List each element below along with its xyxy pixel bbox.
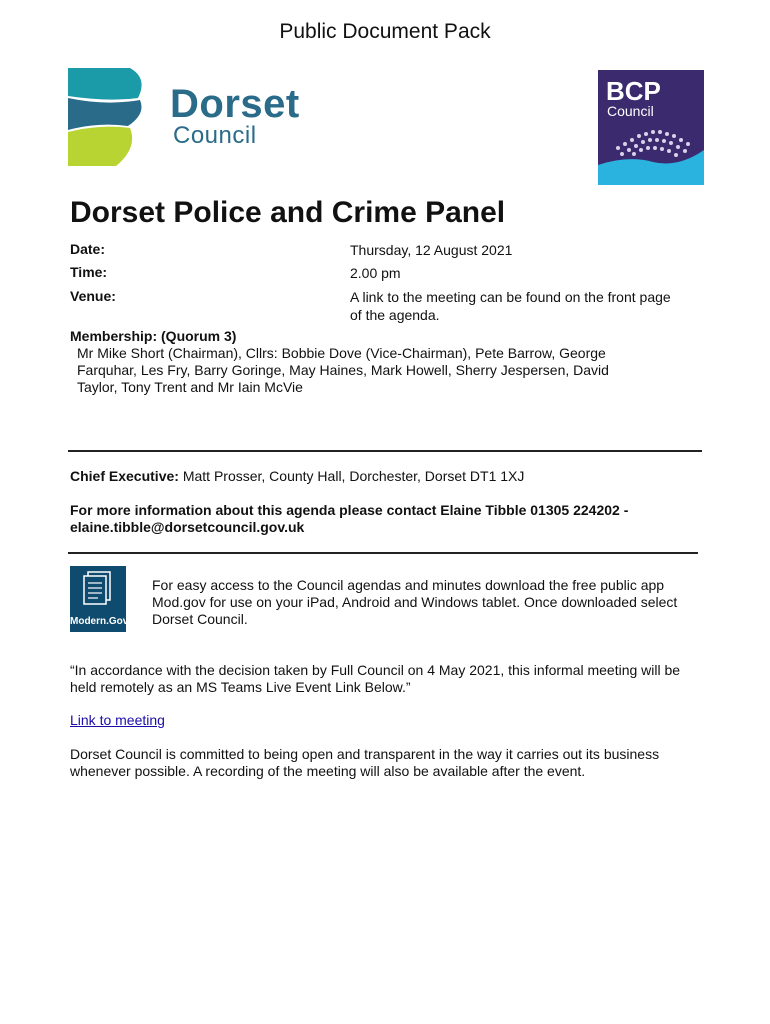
- link-to-meeting[interactable]: Link to meeting: [70, 712, 165, 728]
- contact-info: For more information about this agenda please contact Elaine Tibble 01305 224202 - elaine.tibble@dorsetcouncil.gov.uk: [70, 502, 629, 535]
- bcp-logo-wordmark: BCP: [606, 76, 661, 106]
- remote-meeting-quote: “In accordance with the decision taken by Full Council on 4 May 2021, this informal meeting will be held remotely as an MS Teams Live Event Link Below.”: [70, 662, 681, 695]
- venue-value: A link to the meeting can be found on the front page of the agenda.: [350, 289, 671, 323]
- dorset-logo-council-text: Council: [173, 122, 257, 149]
- dorset-logo-wordmark: Dorset: [170, 82, 300, 126]
- venue-label: Venue:: [70, 288, 116, 304]
- divider-top: [68, 450, 702, 452]
- panel-title: Dorset Police and Crime Panel: [70, 196, 506, 229]
- modern-gov-label: Modern.Gov: [70, 616, 129, 627]
- modern-gov-description: For easy access to the Council agendas and minutes download the free public app Mod.gov for use on your iPad, Android and Windows tablet. Once downloaded select Dorset Council.: [152, 577, 678, 627]
- chief-executive-label: Chief Executive:: [70, 468, 179, 484]
- bcp-logo-council-text: Council: [607, 103, 654, 119]
- document-stack-icon: [70, 566, 126, 616]
- membership-list: Mr Mike Short (Chairman), Cllrs: Bobbie Dove (Vice-Chairman), Pete Barrow, George Farquhar, Les Fry, Barry Goringe, May Haines, Mark Howell, Sherry Jespersen, David Taylor, Tony Trent and Mr Iain McVie: [77, 345, 609, 395]
- chief-executive-line: [70, 468, 710, 485]
- membership-heading: Membership: (Quorum 3): [70, 328, 237, 344]
- date-value: Thursday, 12 August 2021: [350, 242, 513, 258]
- chief-executive-value: Matt Prosser, County Hall, Dorchester, Dorset DT1 1XJ: [182, 468, 525, 484]
- date-label: Date:: [70, 241, 106, 257]
- time-label: Time:: [70, 264, 108, 280]
- divider-bottom: [68, 552, 698, 554]
- time-value: 2.00 pm: [350, 265, 401, 281]
- dorset-council-logo: [68, 68, 168, 168]
- transparency-statement: Dorset Council is committed to being open and transparent in the way it carries out its business whenever possible. A recording of the meeting will also be available after the event.: [70, 746, 660, 779]
- public-document-pack-heading: Public Document Pack: [279, 20, 491, 43]
